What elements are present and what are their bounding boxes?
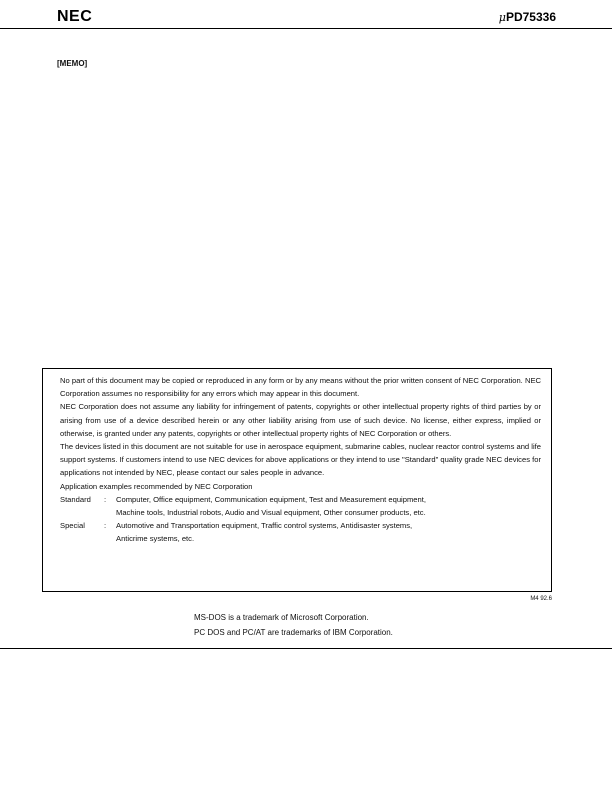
application-colon: : <box>104 494 107 504</box>
application-category: Special <box>60 521 85 531</box>
notice-paragraph-suitability: The devices listed in this document are not suitable for use in aerospace equipment, submarine cables, nuclear reactor control systems and life support systems. If customers intend to use NEC devices for above applications or they intend to use "Standard" quality grade NEC devices for applications not intended by NEC, please contact our sales people in advance. <box>60 442 541 478</box>
application-colon: : <box>104 521 107 531</box>
footer-rule <box>0 648 612 649</box>
application-desc-line: Computer, Office equipment, Communication equipment, Test and Measurement equipment, <box>116 494 426 504</box>
notice-paragraph-applications-heading: Application examples recommended by NEC Corporation <box>60 481 253 491</box>
nec-logo: NEC <box>57 8 93 25</box>
notice-paragraph-copyright: No part of this document may be copied or reproduced in any form or by any means without the prior written consent of NEC Corporation. NEC Corporation assumes no responsibility for any errors which may appear in this document. <box>60 376 541 399</box>
legal-notice-box <box>42 368 552 592</box>
application-desc-line: Machine tools, Industrial robots, Audio and Visual equipment, Other consumer products, etc. <box>116 508 426 518</box>
part-number-text: PD75336 <box>505 10 556 24</box>
application-row-standard <box>60 493 541 519</box>
application-row-special <box>60 519 541 545</box>
notice-paragraph-liability: NEC Corporation does not assume any liability for infringement of patents, copyrights or other intellectual property rights of third parties by or arising from use of a device described herein or any other liability arising from use of such device. No license, either express, implied or otherwise, is granted under any patents, copyrights or other intellectual property rights of NEC Corporation or others. <box>60 402 541 438</box>
revision-code: M4 92.6 <box>530 596 552 602</box>
trademark-line: PC DOS and PC/AT are trademarks of IBM Corporation. <box>194 628 393 637</box>
header-rule <box>0 28 612 29</box>
application-desc-line: Automotive and Transportation equipment, Traffic control systems, Antidisaster systems, <box>116 521 413 531</box>
application-category: Standard <box>60 494 91 504</box>
trademark-line: MS-DOS is a trademark of Microsoft Corporation. <box>194 613 369 622</box>
application-desc-line: Anticrime systems, etc. <box>116 534 195 544</box>
trademark-notices <box>194 610 393 640</box>
part-prefix: μ <box>498 11 506 24</box>
memo-label: [MEMO] <box>57 59 88 68</box>
part-number <box>499 10 556 24</box>
